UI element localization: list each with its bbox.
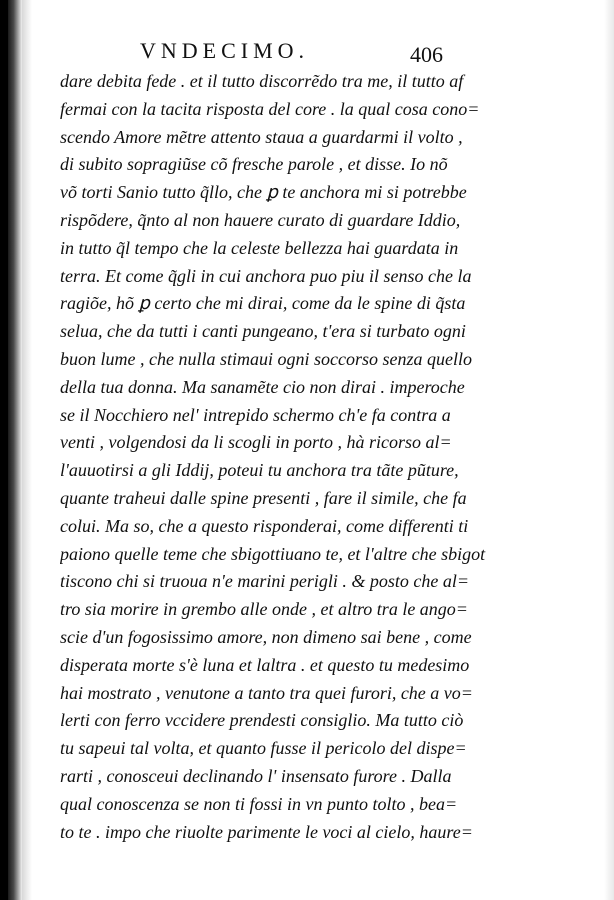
binding-gutter	[22, 0, 32, 900]
text-line: hai mostrato , venutone a tanto tra quei furori, che a vo=	[60, 682, 473, 703]
text-line: disperata morte s'è luna et laltra . et questo tu medesimo	[60, 654, 470, 675]
page-right-edge	[604, 0, 614, 900]
text-line: fermai con la tacita risposta del core . la qual cosa cono=	[60, 98, 480, 119]
text-line: terra. Et come q̃gli in cui anchora puo piu il senso che la	[60, 265, 472, 286]
body-text	[60, 68, 565, 846]
text-line: tu sapeui tal volta, et quanto fusse il pericolo del dispe=	[60, 738, 467, 759]
text-line: se il Nocchiero nel' intrepido schermo ch'e fa contra a	[60, 404, 451, 425]
text-line: l'auuotirsi a gli Iddij, poteui tu anchora tra tãte pũture,	[60, 460, 459, 481]
text-line: quante traheui dalle spine presenti , fare il simile, che fa	[60, 487, 467, 508]
text-line: lerti con ferro vccidere prendesti consiglio. Ma tutto ciò	[60, 710, 464, 731]
text-line: paiono quelle teme che sbigottiuano te, et l'altre che sbigot	[60, 543, 486, 564]
text-line: venti , volgendosi da li scogli in porto , hà ricorso al=	[60, 432, 452, 453]
running-head	[50, 30, 560, 70]
text-line: selua, che da tutti i canti pungeano, t'era si turbato ogni	[60, 321, 466, 342]
text-line: rarti , conosceui declinando l' insensato furore . Dalla	[60, 765, 452, 786]
text-line: scendo Amore mẽtre attento staua a guardarmi il volto ,	[60, 126, 463, 147]
text-line: tiscono chi si truoua n'e marini perigli . & posto che al=	[60, 571, 469, 592]
text-line: di subito sopragiũse cõ fresche parole , et disse. Io nõ	[60, 154, 448, 175]
facing-page-edge	[8, 0, 22, 900]
text-line: rispõdere, q̃nto al non hauere curato di guardare Iddio,	[60, 209, 461, 230]
text-line: võ torti Sanio tutto q̃llo, che ꝑ te anchora mi si potrebbe	[60, 182, 467, 203]
page-number: 406	[410, 42, 443, 67]
text-line: dare debita fede . et il tutto discorrẽdo tra me, il tutto af	[60, 71, 464, 91]
text-line: della tua donna. Ma sanamẽte cio non dirai . imperoche	[60, 376, 465, 397]
text-line: scie d'un fogosissimo amore, non dimeno sai bene , come	[60, 626, 472, 647]
running-title: VNDECIMO.	[140, 38, 310, 63]
text-line: qual conoscenza se non ti fossi in vn punto tolto , bea=	[60, 793, 458, 814]
text-line: colui. Ma so, che a questo risponderai, come differenti ti	[60, 515, 469, 536]
text-line: buon lume , che nulla stimaui ogni soccorso senza quello	[60, 348, 472, 369]
book-page	[50, 30, 560, 880]
scanner-edge	[0, 0, 8, 900]
text-line: in tutto q̃l tempo che la celeste bellezza hai guardata in	[60, 237, 459, 258]
text-line: to te . impo che riuolte parimente le voci al cielo, haure=	[60, 821, 473, 842]
text-line: tro sia morire in grembo alle onde , et altro tra le ango=	[60, 599, 468, 620]
text-line: ragiõe, hõ ꝑ certo che mi dirai, come da le spine di q̃sta	[60, 293, 466, 314]
